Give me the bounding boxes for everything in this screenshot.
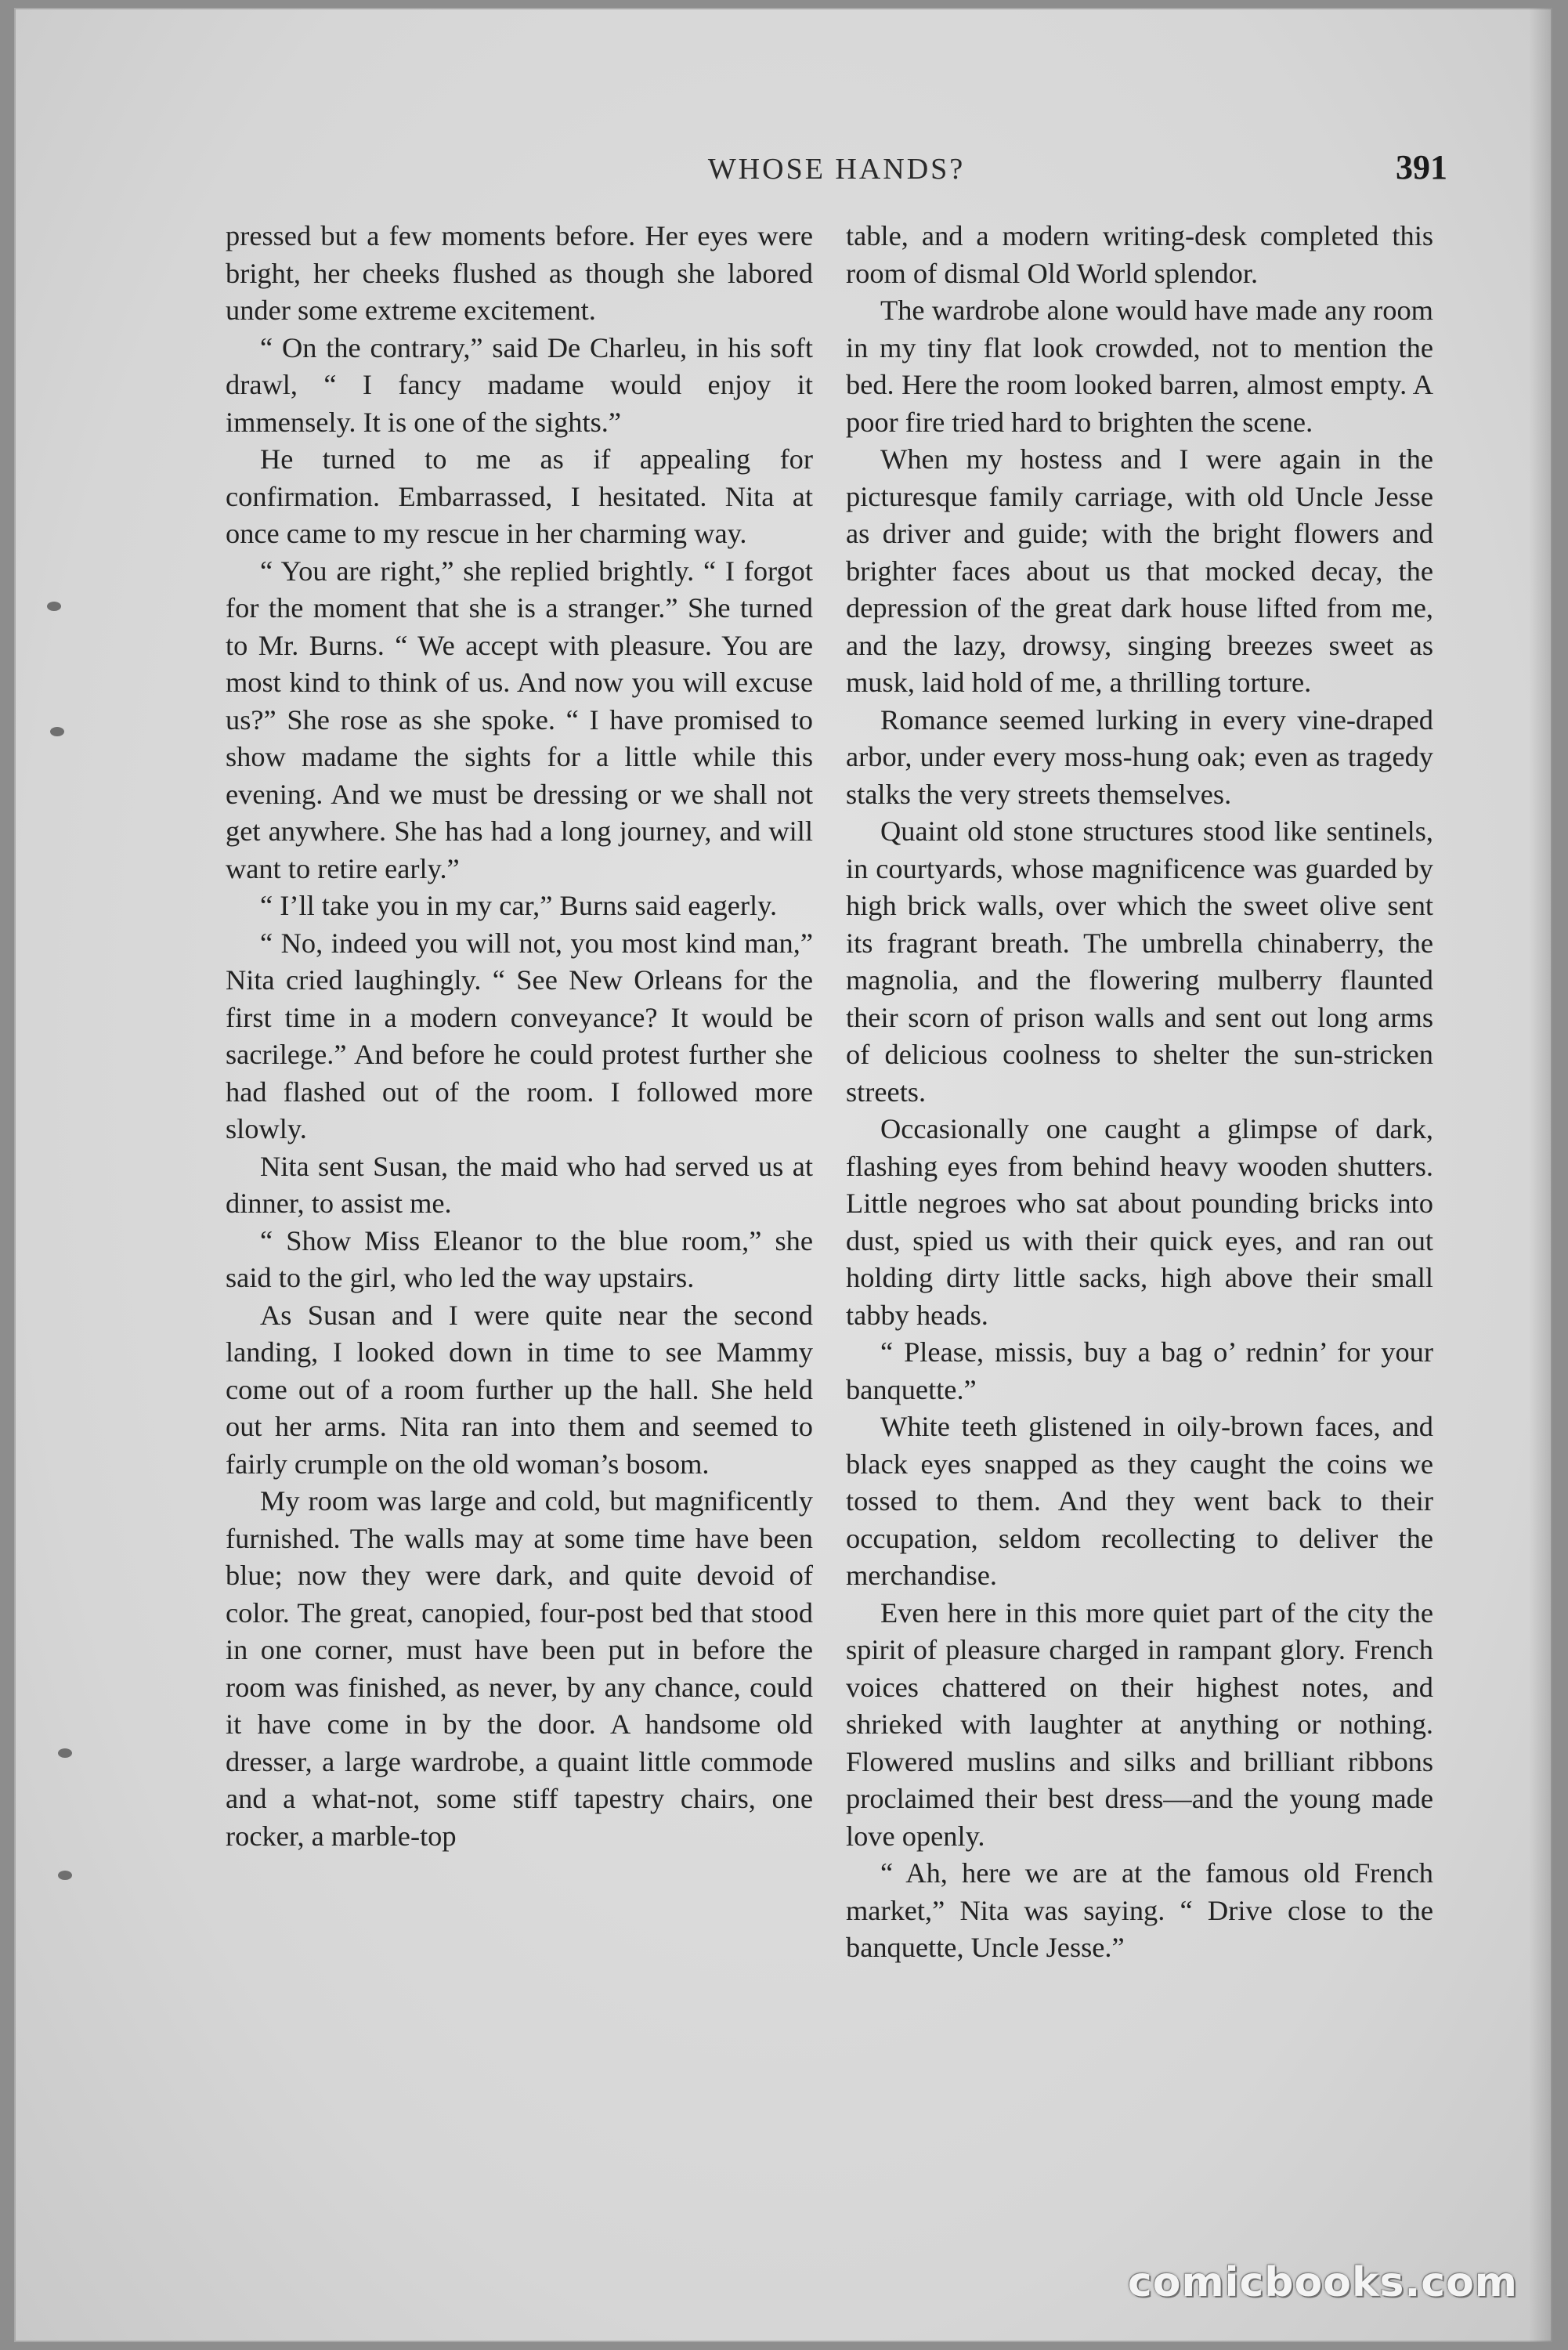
paragraph: The wardrobe alone would have made any room in my tiny flat look crowded, not to mention the bed. Here the room looked barren, almost empty. A poor fire tried hard to brighten the scene. [846,295,1433,438]
paragraph: “ You are right,” she replied brightly. “ I forgot for the moment that she is a stranger.” She turned to Mr. Burns. “ We accept with pleasure. You are most kind to think of us. And now you will excuse us?” She rose as she spoke. “ I have promised to show madame the sights for a little while this evening. And we must be dressing or we shall not get anywhere. She has had a long journey, and will want to retire early.” [226,555,813,884]
watermark-logo: comicbooks.com [1127,2259,1518,2306]
paragraph: When my hostess and I were again in the picturesque family carriage, with old Uncle Jesse as driver and guide; with the bright flowers and brighter faces about us that mocked decay, the depression of the great dark house lifted from me, and the lazy, drowsy, singing breezes sweet as musk, laid hold of me, a thrilling torture. [846,443,1433,698]
paragraph: “ On the contrary,” said De Charleu, in his soft drawl, “ I fancy madame would enjoy it immensely. It is one of the sights.” [226,331,813,438]
paragraph: table, and a modern writing-desk completed this room of dismal Old World splendor. [846,220,1433,289]
paragraph: Occasionally one caught a glimpse of dark, flashing eyes from behind heavy wooden shutters. Little negroes who sat about pounding bricks into dust, spied us with their quick eyes, and ran out holding dirty little sacks, high above their small tabby heads. [846,1113,1433,1331]
binding-hole [47,602,61,611]
text-column-right [846,218,1433,1967]
binding-hole [58,1871,72,1880]
text-column-left [226,218,813,1855]
paragraph: Even here in this more quiet part of the city the spirit of pleasure charged in rampant glory. French voices chattered on their highest notes, and shrieked with laughter at anything or nothing. Flowered muslins and silks and brilliant ribbons proclaimed their best dress—and the young made love openly. [846,1596,1433,1852]
paragraph: “ I’ll take you in my car,” Burns said eagerly. [260,890,778,921]
paragraph: Quaint old stone structures stood like sentinels, in courtyards, whose magnificence was guarded by high brick walls, over which the sweet olive sent its fragrant breath. The umbrella chinaberry, the magnolia, and the flowering mulberry flaunted their scorn of prison walls and sent out long arms of delicious coolness to shelter the sun-stricken streets. [846,815,1433,1108]
book-page [14,8,1552,2342]
paragraph: pressed but a few moments before. Her eyes were bright, her cheeks flushed as though she labored under some extreme excitement. [226,220,813,326]
paragraph: My room was large and cold, but magnificently furnished. The walls may at some time have been blue; now they were dark, and quite devoid of color. The great, canopied, four-post bed that stood in one corner, must have been put in before the room was finished, as never, by any chance, could it have come in by the door. A handsome old dresser, a large wardrobe, a quaint little commode and a what-not, some stiff tapestry chairs, one rocker, a marble-top [226,1485,813,1852]
binding-hole [58,1748,72,1758]
paragraph: “ Ah, here we are at the famous old French market,” Nita was saying. “ Drive close to the banquette, Uncle Jesse.” [846,1857,1433,1963]
paragraph: As Susan and I were quite near the second landing, I looked down in time to see Mammy come out of a room further up the hall. She held out her arms. Nita ran into them and seemed to fairly crumple on the old woman’s bosom. [226,1299,813,1480]
paragraph: White teeth glistened in oily-brown faces, and black eyes snapped as they caught the coins we tossed to them. And they went back to their occupation, seldom recollecting to deliver the merchandise. [846,1411,1433,1591]
paragraph: “ Please, missis, buy a bag o’ rednin’ for your banquette.” [846,1336,1433,1405]
paragraph: Nita sent Susan, the maid who had served us at dinner, to assist me. [226,1150,813,1219]
binding-hole [50,727,64,736]
page-number: 391 [1396,148,1447,186]
running-title: WHOSE HANDS? [707,153,966,186]
page-edge-shadow [1529,8,1552,2342]
paragraph: “ Show Miss Eleanor to the blue room,” she said to the girl, who led the way upstairs. [226,1224,813,1293]
paragraph: “ No, indeed you will not, you most kind man,” Nita cried laughingly. “ See New Orleans for the first time in a modern conveyance? It would be sacrilege.” And before he could protest further she had flashed out of the room. I followed more slowly. [226,927,813,1144]
paragraph: He turned to me as if appealing for confirmation. Embarrassed, I hesitated. Nita at once came to my rescue in her charming way. [226,443,813,549]
page-header [226,147,1447,194]
paragraph: Romance seemed lurking in every vine-draped arbor, under every moss-hung oak; even as tragedy stalks the very streets themselves. [846,703,1433,810]
